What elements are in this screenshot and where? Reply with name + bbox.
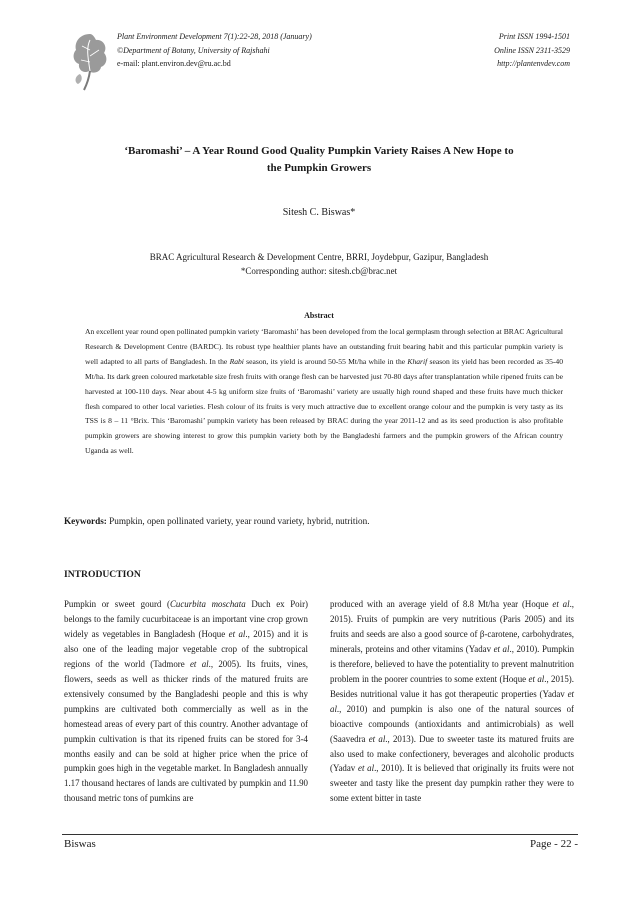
title-line-1: ‘Baromashi’ – A Year Round Good Quality Pumpkin Variety Raises A New Hope to <box>124 145 514 157</box>
footer-rule <box>62 834 578 835</box>
header-right <box>494 30 570 71</box>
abstract-text <box>85 325 563 459</box>
title-line-2: the Pumpkin Growers <box>266 162 372 174</box>
page-number: Page - 22 - <box>530 838 578 850</box>
journal-logo-icon <box>70 30 110 92</box>
abstract-part: season, its yield is around 50-55 Mt/ha while in the <box>243 356 408 366</box>
corresponding-author: *Corresponding author: sitesh.cb@brac.net <box>240 266 398 276</box>
header-left <box>117 30 312 71</box>
intro-paragraph <box>64 597 308 806</box>
journal-website: http://plantenvdev.com <box>497 59 570 68</box>
intro-column-left <box>64 597 308 806</box>
keywords-label: Keywords: <box>64 516 107 526</box>
italic-run: et al <box>552 599 570 609</box>
author-name: Sitesh C. Biswas* <box>282 207 356 218</box>
italic-run: et al <box>358 763 375 774</box>
italic-run: et al <box>330 688 574 714</box>
keywords <box>64 516 574 526</box>
department: ©Department of Botany, University of Rajshahi <box>117 45 270 55</box>
text-run: ., 2005). Its fruits, vines, flowers, seeds as well as thicker rinds of the matured fruits are extensively consumed by the Bangladeshi people and this is why pumpkins are cultivated both commercially as well as in the homestead areas of every part of this country. Another advantage of pumpkin cultivation is that its ripened fruits can be stored for 3-4 months easily and can be sold at higher price when the price of pumpkin goes high in the vegetable market. In Bangladesh annually 1.17 thousand hectares of lands are cultivated by pumpkin and 11.90 thousand metric tons of pumkins are <box>64 658 308 804</box>
text-run: Duch ex Poir) belongs to the family cucurbitaceae is an important vine crop grown widely as vegetables in Bangladesh (Hoque <box>64 599 308 639</box>
italic-run: Cucurbita moschata <box>169 599 246 609</box>
intro-paragraph <box>330 597 574 806</box>
abstract-part: An excellent year round open pollinated pumpkin variety ‘Baromashi’ has been developed from the local germplasm through selection at BRAC Agricultural Research & Development Centre (BARDC). Its robust type healthier plants have an outstanding fruit bearing habit and this particular pumpkin variety is well adapted to all parts of Bangladesh. In the <box>85 327 563 366</box>
text-run: Pumpkin or sweet gourd ( <box>64 599 170 609</box>
intro-column-right <box>330 597 574 806</box>
italic-run: et al <box>228 628 246 639</box>
text-run: ., 2010). It is believed that originally its fruits were not sweeter and tasty like the present day pumpkin rather they were to some extent bitter in taste <box>330 763 574 804</box>
abstract-part: season its yield has been recorded as 35-40 Mt/ha. Its dark green coloured marketable size fresh fruits with orange flesh can be harvested just 70-80 days after transplantation while ripened fruits can be harvested at 100-110 days. Near about 4-5 kg uniform size fruits of ‘Baromashi’ variety are usually high round shaped and these fruits have much thicker flesh compared to other local varieties. Flesh colour of its fruits is very much attractive due to excellent orange colour and the pumpkin is very tasty as its TSS is 8 – 11 °Brix. This ‘Baromashi’ pumpkin variety has been released by BRAC during the year 2011-12 and as its seed production is also profitable pumpkin growers are showing interest to grow this pumpkin variety both by the Bangladeshi farmers and the pumpkin growers of the African country Uganda as well. <box>85 356 563 456</box>
abstract-heading: Abstract <box>304 311 334 320</box>
paper-title <box>70 143 568 177</box>
journal-citation: Plant Environment Development 7(1):22-28, 2018 (January) <box>117 32 312 41</box>
text-run: ., 2015) and it is also one of the leading major vegetable crop of the subtropical regions of the world (Tadmore <box>64 628 308 669</box>
text-run: ., 2010) and pumpkin is also one of the natural sources of bioactive compounds (antioxidants and antimicrobials) as well (Saavedra <box>330 703 574 744</box>
text-run: ., 2010). Pumpkin is therefore, believed to have the potentiality to prevent malnutrition problem in the poorer countries to some extent (Hoque <box>330 643 575 684</box>
text-run: produced with an average yield of 8.8 Mt/ha year (Hoque <box>330 599 553 609</box>
abstract-italic: Rabi <box>229 356 244 366</box>
italic-run: et al <box>493 643 510 654</box>
print-issn: Print ISSN 1994-1501 <box>498 32 570 41</box>
text-run: ., 2015). Besides nutritional value it has got therapeutic properties (Yadav <box>330 673 574 699</box>
keywords-list: Pumpkin, open pollinated variety, year round variety, hybrid, nutrition. <box>106 516 370 526</box>
italic-run: et al <box>189 658 209 669</box>
abstract-italic: Kharif <box>407 356 428 366</box>
italic-run: et al <box>368 733 386 744</box>
affiliation: BRAC Agricultural Research & Development Centre, BRRI, Joydebpur, Gazipur, Bangladesh <box>149 252 489 262</box>
text-run: ., 2013). Due to sweeter taste its matured fruits are also used to make confectionery, beverages and alcoholic products (Yadav <box>330 733 574 774</box>
text-run: ., 2015). Fruits of pumpkin are very nutritious (Paris 2005) and its fruits and seeds are also a good source of β-carotene, carbohydrates, minerals, proteins and other vitamins (Yadav <box>330 599 574 654</box>
affiliation-block <box>70 250 568 278</box>
footer-author: Biswas <box>64 838 96 850</box>
section-heading-introduction: INTRODUCTION <box>64 569 141 580</box>
italic-run: et al <box>528 673 545 684</box>
journal-email: e-mail: plant.environ.dev@ru.ac.bd <box>117 59 231 68</box>
online-issn: Online ISSN 2311-3529 <box>494 45 570 55</box>
